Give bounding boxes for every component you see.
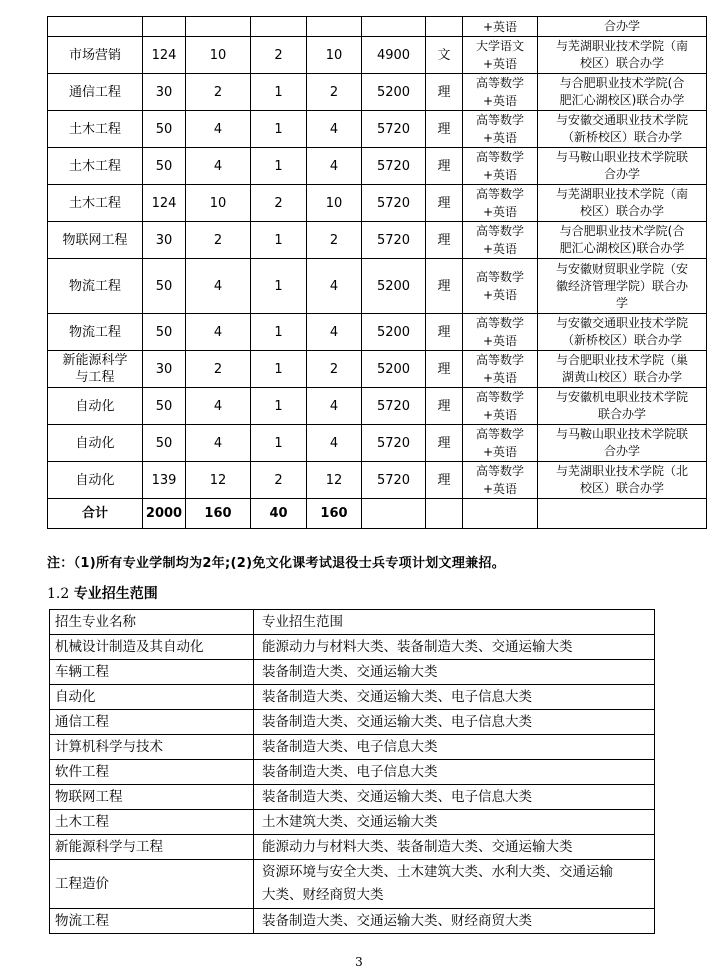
cooperation-line1: 与马鞍山职业技术学院联 (555, 427, 688, 441)
tuition-cell: 5720 (362, 148, 426, 185)
count-cell-4: 10 (307, 185, 362, 222)
scope-range (254, 635, 655, 660)
major-cell (48, 425, 143, 462)
exam-subject-cell (463, 148, 538, 185)
major-name: 物流工程 (68, 324, 121, 340)
major-cell (48, 314, 143, 351)
exam-subject-line2: +英语 (482, 168, 518, 182)
cooperation-cell (538, 351, 707, 388)
cooperation-line2: （新桥校区）联合办学 (561, 130, 682, 144)
major-name-line2: 与工程 (75, 370, 115, 385)
exam-subject-line1: 高等数学 (475, 270, 524, 284)
scope-row (50, 660, 655, 685)
scope-major: 土木工程 (50, 810, 254, 835)
cooperation-line1: 与芜湖职业技术学院（南 (555, 187, 688, 201)
cooperation-cell (538, 74, 707, 111)
cooperation-line2: 肥汇心湖校区)联合办学 (559, 241, 685, 255)
cooperation-cell (538, 388, 707, 425)
cooperation-line2: 合办学 (603, 167, 640, 181)
cooperation-line2: 联合办学 (597, 407, 646, 421)
category-cell: 理 (426, 185, 463, 222)
tuition-cell: 4900 (362, 37, 426, 74)
cooperation-cell (538, 37, 707, 74)
table-row (48, 74, 707, 111)
cooperation-line1: 与芜湖职业技术学院（南 (555, 39, 688, 53)
count-cell-4: 4 (307, 425, 362, 462)
plan-count-cell: 50 (143, 314, 186, 351)
cooperation-cell (538, 314, 707, 351)
count-cell-2: 2 (186, 222, 251, 259)
major-name: 物流工程 (68, 278, 121, 294)
exam-subject-line1: 大学语文 (475, 39, 524, 53)
page-number: 3 (355, 955, 363, 969)
scope-major: 物联网工程 (50, 785, 254, 810)
scope-range (254, 909, 655, 934)
tuition-cell: 5720 (362, 388, 426, 425)
scope-major: 物流工程 (50, 909, 254, 934)
tuition-cell: 5200 (362, 74, 426, 111)
major-cell (48, 74, 143, 111)
plan-count-cell: 139 (143, 462, 186, 499)
exam-subject-line1: 高等数学 (475, 76, 524, 90)
cooperation-line1: 与马鞍山职业技术学院联 (555, 150, 688, 164)
tuition-cell: 5720 (362, 462, 426, 499)
exam-subject-line2: +英语 (482, 94, 518, 108)
scope-range (254, 735, 655, 760)
count-cell-3: 1 (251, 425, 307, 462)
exam-subject-line1: 高等数学 (475, 353, 524, 367)
exam-subject-cell (463, 111, 538, 148)
category-cell: 理 (426, 425, 463, 462)
count-cell-4: 4 (307, 259, 362, 314)
cooperation-line2: （新桥校区）联合办学 (561, 333, 682, 347)
scope-range (254, 810, 655, 835)
scope-row (50, 710, 655, 735)
plan-count-cell: 30 (143, 351, 186, 388)
scope-range-line1: 装备制造大类、交通运输大类、电子信息大类 (262, 788, 532, 805)
exam-subject-line1: 高等数学 (475, 224, 524, 238)
count-cell-2: 12 (186, 462, 251, 499)
tuition-cell: 5720 (362, 425, 426, 462)
total-c3: 40 (251, 499, 307, 529)
scope-major: 计算机科学与技术 (50, 735, 254, 760)
section-heading (47, 583, 158, 603)
major-name: 通信工程 (68, 84, 121, 100)
count-cell-2: 4 (186, 425, 251, 462)
major-name: 土木工程 (68, 158, 121, 174)
major-name: 自动化 (75, 398, 115, 414)
table-row (48, 259, 707, 314)
cooperation-line3: 学 (615, 295, 628, 310)
count-cell-4: 4 (307, 314, 362, 351)
scope-range (254, 685, 655, 710)
scope-range (254, 860, 655, 909)
plan-count-cell: 124 (143, 37, 186, 74)
table-row (48, 462, 707, 499)
cooperation-line1: 与安徽财贸职业学院（安 (555, 261, 688, 276)
cooperation-line1: 与安徽机电职业技术学院 (555, 390, 688, 404)
total-row (48, 499, 707, 529)
exam-subject-line1: 高等数学 (475, 316, 524, 330)
cooperation-line1: 与安徽交通职业技术学院 (555, 113, 688, 127)
cooperation-cell (538, 111, 707, 148)
exam-subject-line2: +英语 (482, 57, 518, 71)
exam-subject-line1: 高等数学 (475, 390, 524, 404)
scope-range-line1: 能源动力与材料大类、装备制造大类、交通运输大类 (262, 838, 573, 855)
table-row (48, 37, 707, 74)
exam-subject-cell (463, 314, 538, 351)
scope-row (50, 635, 655, 660)
enrollment-scope-table (49, 609, 655, 934)
scope-row (50, 685, 655, 710)
count-cell-4: 2 (307, 351, 362, 388)
scope-range-line1: 装备制造大类、交通运输大类、电子信息大类 (262, 688, 532, 705)
major-cell (48, 351, 143, 388)
tuition-cell: 5720 (362, 111, 426, 148)
cooperation-line2: 肥汇心湖校区)联合办学 (559, 93, 685, 107)
scope-range-line1: 装备制造大类、电子信息大类 (262, 763, 438, 780)
count-cell-3: 2 (251, 462, 307, 499)
category-cell: 理 (426, 462, 463, 499)
scope-major: 工程造价 (50, 860, 254, 909)
cooperation-line1: 与合肥职业技术学院(合 (559, 224, 685, 238)
table-row (48, 351, 707, 388)
major-name: 自动化 (75, 472, 115, 488)
exam-subject-cell (463, 74, 538, 111)
plan-count-cell: 50 (143, 388, 186, 425)
scope-major: 软件工程 (50, 760, 254, 785)
scope-major: 车辆工程 (50, 660, 254, 685)
cooperation-cell (538, 222, 707, 259)
exam-subject-line1: 高等数学 (475, 150, 524, 164)
scope-header-row (50, 610, 655, 635)
cooperation-line2: 徽经济管理学院）联合办 (555, 278, 688, 293)
count-cell-3: 1 (251, 222, 307, 259)
exam-subject-line2: +英语 (482, 288, 518, 302)
exam-subject-line1: 高等数学 (475, 427, 524, 441)
category-cell: 理 (426, 314, 463, 351)
table-row (48, 425, 707, 462)
category-cell: 理 (426, 388, 463, 425)
scope-major: 自动化 (50, 685, 254, 710)
category-cell: 理 (426, 111, 463, 148)
scope-major: 通信工程 (50, 710, 254, 735)
scope-range (254, 660, 655, 685)
major-cell (48, 148, 143, 185)
count-cell-2: 2 (186, 351, 251, 388)
scope-range (254, 785, 655, 810)
cooperation-line2: 校区）联合办学 (579, 481, 664, 495)
exam-subject-cell (463, 462, 538, 499)
count-cell-3: 2 (251, 37, 307, 74)
exam-subject-cell (463, 185, 538, 222)
count-cell-2: 4 (186, 314, 251, 351)
scope-row (50, 909, 655, 934)
table-row (48, 111, 707, 148)
exam-subject-line2: +英语 (482, 334, 518, 348)
plan-count-cell: 50 (143, 259, 186, 314)
count-cell-3: 1 (251, 148, 307, 185)
tuition-cell: 5720 (362, 185, 426, 222)
plan-count-cell: 124 (143, 185, 186, 222)
total-c1: 2000 (143, 499, 186, 529)
table-note: 注：（1)所有专业学制均为2年;(2)免文化课考试退役士兵专项计划文理兼招。 (47, 556, 506, 571)
count-cell-4: 4 (307, 148, 362, 185)
count-cell-3: 1 (251, 259, 307, 314)
scope-major: 新能源科学与工程 (50, 835, 254, 860)
exam-subject-line2: +英语 (482, 131, 518, 145)
total-c4: 160 (307, 499, 362, 529)
cooperation-cell (538, 148, 707, 185)
tuition-cell: 5720 (362, 222, 426, 259)
scope-row (50, 860, 655, 909)
exam-subject-cell (463, 222, 538, 259)
plan-count-cell: 50 (143, 111, 186, 148)
count-cell-3: 1 (251, 314, 307, 351)
exam-subject-cell (463, 425, 538, 462)
major-name: 土木工程 (68, 121, 121, 137)
cooperation-line2: 合办学 (603, 444, 640, 458)
exam-subject-cell (463, 37, 538, 74)
table-row (48, 388, 707, 425)
major-cell (48, 185, 143, 222)
tuition-cell: 5200 (362, 351, 426, 388)
major-name: 市场营销 (68, 47, 121, 63)
table-row (48, 185, 707, 222)
count-cell-2: 4 (186, 111, 251, 148)
scope-range (254, 835, 655, 860)
count-cell-4: 4 (307, 388, 362, 425)
major-name: 新能源科学 (62, 353, 128, 368)
exam-subject-line1: 高等数学 (475, 113, 524, 127)
category-cell: 理 (426, 148, 463, 185)
scope-range-line1: 土木建筑大类、交通运输大类 (262, 813, 438, 830)
cooperation-cell (538, 259, 707, 314)
count-cell-3: 1 (251, 388, 307, 425)
cooperation-line2: 校区）联合办学 (579, 204, 664, 218)
exam-subject-cell: +英语 (463, 17, 538, 37)
cooperation-cell (538, 462, 707, 499)
exam-subject-line1: 高等数学 (475, 464, 524, 478)
plan-count-cell: 50 (143, 425, 186, 462)
major-cell (48, 222, 143, 259)
total-c2: 160 (186, 499, 251, 529)
count-cell-2: 4 (186, 259, 251, 314)
table-row (48, 314, 707, 351)
cooperation-line1: 与合肥职业技术学院(合 (559, 76, 685, 90)
exam-subject-line1: 高等数学 (475, 187, 524, 201)
major-name: 土木工程 (68, 195, 121, 211)
plan-count-cell: 50 (143, 148, 186, 185)
total-label: 合计 (48, 499, 143, 529)
cooperation-cell (538, 185, 707, 222)
exam-subject-cell (463, 388, 538, 425)
count-cell-3: 1 (251, 111, 307, 148)
exam-subject-line2: +英语 (482, 371, 518, 385)
cooperation-line2: 校区）联合办学 (579, 56, 664, 70)
category-cell: 理 (426, 74, 463, 111)
major-cell (48, 259, 143, 314)
count-cell-2: 2 (186, 74, 251, 111)
major-cell (48, 37, 143, 74)
count-cell-3: 2 (251, 185, 307, 222)
tuition-cell: 5200 (362, 314, 426, 351)
exam-subject-line2: +英语 (482, 445, 518, 459)
scope-row (50, 735, 655, 760)
scope-row (50, 760, 655, 785)
exam-subject-line2: +英语 (482, 482, 518, 496)
major-cell (48, 388, 143, 425)
section-title: 专业招生范围 (73, 586, 158, 602)
cooperation-line1: 与合肥职业技术学院（巢 (555, 353, 688, 367)
table-row (48, 148, 707, 185)
major-cell (48, 111, 143, 148)
scope-range-line1: 装备制造大类、交通运输大类 (262, 663, 438, 680)
plan-count-cell: 30 (143, 74, 186, 111)
major-name: 物联网工程 (62, 232, 128, 248)
scope-range-line2: 大类、财经商贸大类 (262, 887, 384, 903)
exam-subject-line2: +英语 (482, 408, 518, 422)
header-scope: 专业招生范围 (254, 610, 655, 635)
enrollment-plan-table (47, 16, 707, 529)
cooperation-cell (538, 425, 707, 462)
table-row (48, 222, 707, 259)
tuition-cell: 5200 (362, 259, 426, 314)
cooperation-line1: 与安徽交通职业技术学院 (555, 316, 688, 330)
scope-row (50, 835, 655, 860)
scope-row (50, 785, 655, 810)
scope-range (254, 710, 655, 735)
category-cell: 文 (426, 37, 463, 74)
scope-major: 机械设计制造及其自动化 (50, 635, 254, 660)
scope-range-line1: 能源动力与材料大类、装备制造大类、交通运输大类 (262, 638, 573, 655)
count-cell-4: 12 (307, 462, 362, 499)
category-cell: 理 (426, 351, 463, 388)
cooperation-line1: 与芜湖职业技术学院（北 (555, 464, 688, 478)
count-cell-2: 4 (186, 148, 251, 185)
partial-row (48, 17, 707, 37)
scope-range (254, 760, 655, 785)
count-cell-2: 4 (186, 388, 251, 425)
major-cell (48, 462, 143, 499)
exam-subject-line2: +英语 (482, 205, 518, 219)
count-cell-3: 1 (251, 351, 307, 388)
count-cell-4: 4 (307, 111, 362, 148)
count-cell-4: 10 (307, 37, 362, 74)
scope-range-line1: 资源环境与安全大类、土木建筑大类、水利大类、交通运输 (262, 864, 613, 880)
major-cell (48, 17, 143, 37)
scope-range-line1: 装备制造大类、电子信息大类 (262, 738, 438, 755)
major-name: 自动化 (75, 435, 115, 451)
scope-range-line1: 装备制造大类、交通运输大类、财经商贸大类 (262, 912, 532, 929)
count-cell-3: 1 (251, 74, 307, 111)
count-cell-4: 2 (307, 74, 362, 111)
cooperation-cell: 合办学 (538, 17, 707, 37)
exam-subject-line2: +英语 (482, 242, 518, 256)
count-cell-2: 10 (186, 37, 251, 74)
section-number: 1.2 (47, 586, 70, 602)
category-cell: 理 (426, 259, 463, 314)
count-cell-2: 10 (186, 185, 251, 222)
header-major: 招生专业名称 (50, 610, 254, 635)
scope-range-line1: 装备制造大类、交通运输大类、电子信息大类 (262, 713, 532, 730)
exam-subject-cell (463, 351, 538, 388)
scope-row (50, 810, 655, 835)
exam-subject-cell (463, 259, 538, 314)
count-cell-4: 2 (307, 222, 362, 259)
plan-count-cell: 30 (143, 222, 186, 259)
category-cell: 理 (426, 222, 463, 259)
cooperation-line2: 湖黄山校区）联合办学 (561, 370, 682, 384)
